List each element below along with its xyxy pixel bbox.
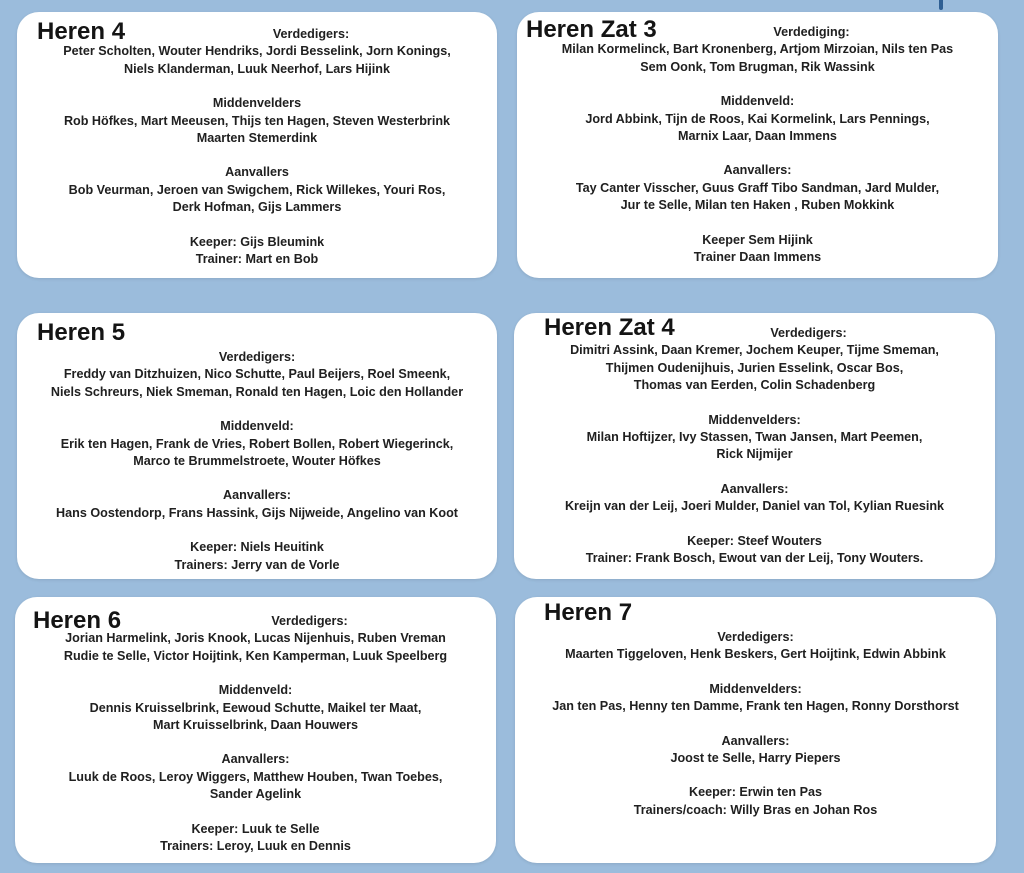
keeper-line: Keeper: Steef Wouters (687, 533, 822, 548)
player-line: Mart Kruisselbrink, Daan Houwers (152, 718, 359, 733)
attackers-section (17, 164, 497, 216)
player-line: Sander Agelink (209, 787, 302, 802)
defenders-section (515, 629, 996, 664)
player-line: Jorian Harmelink, Joris Knook, Lucas Nijenhuis, Ruben Vreman (65, 631, 446, 646)
midfield-section (17, 418, 497, 470)
attackers-section (514, 481, 995, 516)
trainer-line: Trainer: Frank Bosch, Ewout van der Leij, Tony Wouters. (585, 551, 924, 566)
player-line: Jord Abbink, Tijn de Roos, Kai Kormelink, Lars Pennings, (585, 111, 930, 126)
player-line: Rudie te Selle, Victor Hoijtink, Ken Kamperman, Luuk Speelberg (63, 648, 448, 663)
player-line: Marnix Laar, Daan Immens (678, 129, 837, 144)
player-line: Rob Höfkes, Mart Meeusen, Thijs ten Hagen, Steven Westerbrink (63, 113, 451, 128)
attackers-section (517, 162, 998, 214)
section-heading: Aanvallers (225, 165, 289, 180)
trainer-line: Trainer: Mart en Bob (195, 252, 319, 267)
team-title: Heren 4 (37, 18, 126, 45)
section-heading: Verdedigers: (271, 614, 348, 628)
section-heading: Aanvallers: (721, 733, 790, 748)
attackers-section (515, 733, 996, 768)
team-card-heren-4 (17, 12, 497, 278)
staff-section (515, 784, 996, 819)
attackers-section (15, 751, 496, 803)
trainer-line: Trainers/coach: Willy Bras en Johan Ros (633, 802, 878, 817)
midfielders-section (17, 95, 497, 147)
player-line: Kreijn van der Leij, Joeri Mulder, Daniel van Tol, Kylian Ruesink (564, 499, 945, 514)
player-line: Niels Schreurs, Niek Smeman, Ronald ten Hagen, Loic den Hollander (50, 384, 464, 399)
attackers-section (17, 487, 497, 522)
section-heading: Middenvelders: (708, 412, 801, 427)
trainer-line: Trainers: Jerry van de Vorle (174, 557, 340, 572)
player-line: Bob Veurman, Jeroen van Swigchem, Rick Willekes, Youri Ros, (68, 182, 446, 197)
player-line: Peter Scholten, Wouter Hendriks, Jordi Besselink, Jorn Konings, (63, 44, 451, 59)
defenders-section (517, 24, 998, 76)
team-card-heren-5 (17, 313, 497, 579)
player-line: Joost te Selle, Harry Piepers (670, 751, 841, 766)
team-title: Heren 7 (544, 599, 633, 626)
section-heading: Verdediging: (773, 25, 850, 39)
team-card-heren-6 (15, 597, 496, 863)
player-line: Thomas van Eerden, Colin Schadenberg (633, 378, 876, 393)
player-line: Maarten Stemerdink (196, 131, 318, 146)
defenders-section (15, 613, 496, 665)
keeper-line: Keeper: Gijs Bleumink (189, 234, 325, 249)
player-line: Maarten Tiggeloven, Henk Beskers, Gert Hoijtink, Edwin Abbink (565, 647, 946, 662)
player-line: Thijmen Oudenijhuis, Jurien Esselink, Oscar Bos, (605, 360, 904, 375)
midfield-section (15, 682, 496, 734)
team-title: Heren Zat 3 (526, 16, 657, 43)
player-line: Hans Oostendorp, Frans Hassink, Gijs Nijweide, Angelino van Koot (56, 505, 458, 520)
player-line: Sem Oonk, Tom Brugman, Rik Wassink (640, 59, 875, 74)
section-heading: Middenveld: (720, 94, 795, 109)
player-line: Tay Canter Visscher, Guus Graff Tibo Sandman, Jard Mulder, (575, 180, 940, 195)
player-line: Milan Kormelinck, Bart Kronenberg, Artjom Mirzoian, Nils ten Pas (561, 42, 954, 57)
defenders-section (514, 325, 995, 395)
keeper-line: Keeper: Luuk te Selle (191, 821, 320, 836)
team-roster (515, 629, 996, 819)
section-heading: Middenvelders: (709, 681, 802, 696)
section-heading: Aanvallers: (720, 481, 789, 496)
staff-section (517, 232, 998, 267)
team-card-heren-7 (515, 597, 996, 863)
player-line: Derk Hofman, Gijs Lammers (172, 200, 342, 215)
team-roster (17, 26, 497, 268)
team-roster (15, 613, 496, 855)
player-line: Jan ten Pas, Henny ten Damme, Frank ten Hagen, Ronny Dorsthorst (552, 699, 959, 714)
section-heading: Middenveld: (220, 419, 294, 434)
player-line: Freddy van Ditzhuizen, Nico Schutte, Paul Beijers, Roel Smeenk, (63, 367, 451, 382)
trainer-line: Trainers: Leroy, Luuk en Dennis (160, 839, 351, 854)
player-line: Dennis Kruisselbrink, Eewoud Schutte, Maikel ter Maat, (89, 700, 422, 715)
player-line: Rick Nijmijer (716, 447, 793, 462)
section-heading: Middenveld: (218, 683, 293, 698)
player-line: Erik ten Hagen, Frank de Vries, Robert Bollen, Robert Wiegerinck, (60, 436, 454, 451)
team-card-heren-zat-4 (514, 313, 995, 579)
team-title: Heren 6 (33, 607, 122, 634)
section-heading: Aanvallers: (723, 163, 792, 178)
team-title: Heren Zat 4 (544, 314, 675, 341)
section-heading: Verdedigers: (770, 326, 847, 340)
staff-section (17, 539, 497, 574)
player-line: Marco te Brummelstroete, Wouter Höfkes (133, 454, 381, 469)
section-heading: Verdedigers: (717, 630, 794, 644)
player-line: Luuk de Roos, Leroy Wiggers, Matthew Houben, Twan Toebes, (68, 769, 443, 784)
team-roster (517, 24, 998, 266)
keeper-line: Keeper: Erwin ten Pas (689, 785, 822, 800)
section-heading: Verdedigers: (272, 27, 350, 41)
staff-section (514, 533, 995, 568)
keeper-line: Keeper Sem Hijink (702, 232, 813, 247)
staff-section (15, 821, 496, 856)
keeper-line: Keeper: Niels Heuitink (190, 540, 324, 555)
section-heading: Middenvelders (212, 96, 302, 111)
defenders-section (17, 26, 497, 78)
team-roster (514, 325, 995, 567)
player-line: Dimitri Assink, Daan Kremer, Jochem Keuper, Tijme Smeman, (570, 343, 939, 358)
section-heading: Aanvallers: (223, 488, 291, 503)
player-line: Niels Klanderman, Luuk Neerhof, Lars Hijink (124, 61, 390, 76)
section-heading: Verdedigers: (218, 350, 296, 364)
team-title: Heren 5 (37, 319, 126, 346)
team-card-heren-zat-3 (517, 12, 998, 278)
staff-section (17, 234, 497, 269)
decorative-mark (939, 0, 943, 10)
midfield-section (517, 93, 998, 145)
player-line: Milan Hoftijzer, Ivy Stassen, Twan Jansen, Mart Peemen, (586, 430, 923, 445)
midfielders-section (515, 681, 996, 716)
section-heading: Aanvallers: (221, 752, 290, 767)
midfielders-section (514, 412, 995, 464)
trainer-line: Trainer Daan Immens (693, 250, 822, 265)
player-line: Jur te Selle, Milan ten Haken , Ruben Mokkink (620, 198, 895, 213)
defenders-section (17, 349, 497, 401)
team-roster (17, 349, 497, 574)
